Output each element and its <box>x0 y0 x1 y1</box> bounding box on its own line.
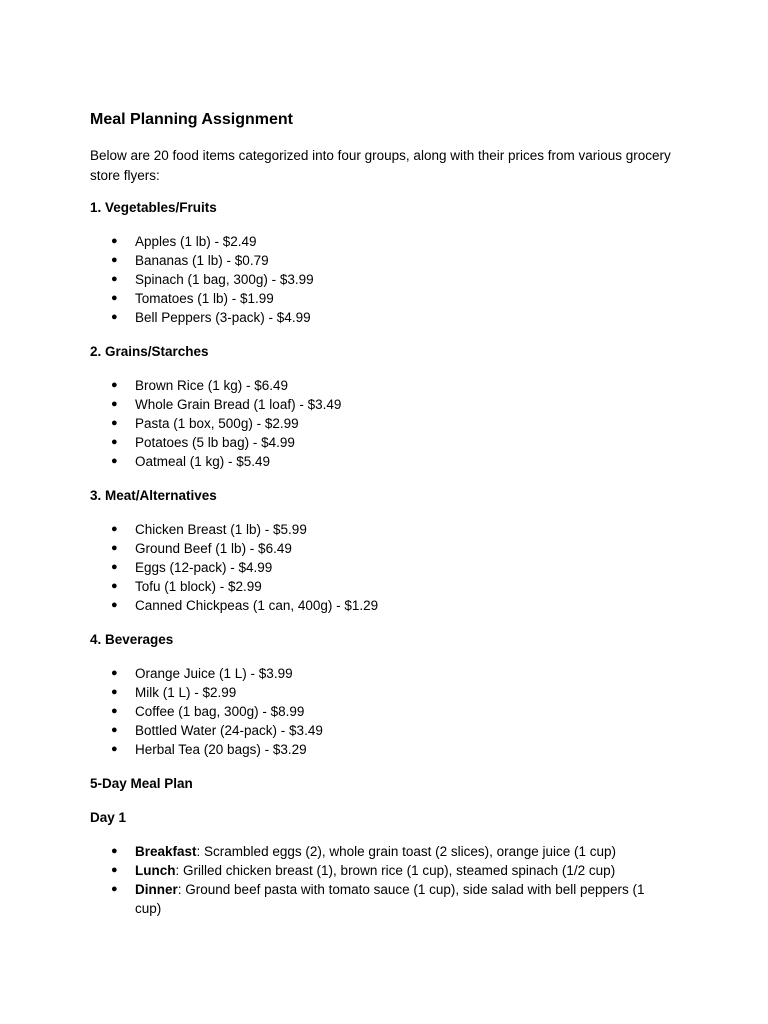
group-heading-grains-starches: 2. Grains/Starches <box>90 344 209 359</box>
list-item <box>90 520 690 539</box>
item-text: Eggs (12-pack) - $4.99 <box>135 560 273 575</box>
item-text: Ground Beef (1 lb) - $6.49 <box>135 541 292 556</box>
item-text: Canned Chickpeas (1 can, 400g) - $1.29 <box>135 598 379 613</box>
bullet-icon: ● <box>111 561 118 573</box>
item-text: Milk (1 L) - $2.99 <box>135 685 237 700</box>
bullet-icon: ● <box>111 542 118 554</box>
group-heading-beverages: 4. Beverages <box>90 632 174 647</box>
item-text: Herbal Tea (20 bags) - $3.29 <box>135 742 307 757</box>
bullet-icon: ● <box>111 743 118 755</box>
grains-starches-list <box>90 376 690 471</box>
meat-alternatives-list <box>90 520 690 615</box>
bullet-icon: ● <box>111 235 118 247</box>
item-text: Oatmeal (1 kg) - $5.49 <box>135 454 271 469</box>
list-item <box>90 683 690 702</box>
item-text: Chicken Breast (1 lb) - $5.99 <box>135 522 307 537</box>
bullet-icon: ● <box>111 845 118 857</box>
list-item <box>90 539 690 558</box>
meal-description: : Ground beef pasta with tomato sauce (1 cup), side salad with bell peppers (1 cup) <box>135 882 645 916</box>
list-item <box>90 596 690 615</box>
item-text: Pasta (1 box, 500g) - $2.99 <box>135 416 299 431</box>
meal-dinner <box>90 880 660 918</box>
list-item <box>90 702 690 721</box>
bullet-icon: ● <box>111 686 118 698</box>
bullet-icon: ● <box>111 455 118 467</box>
bullet-icon: ● <box>111 417 118 429</box>
bullet-icon: ● <box>111 398 118 410</box>
item-text: Whole Grain Bread (1 loaf) - $3.49 <box>135 397 342 412</box>
list-item <box>90 270 690 289</box>
group-heading-vegetables-fruits: 1. Vegetables/Fruits <box>90 200 217 215</box>
meal-description: : Scrambled eggs (2), whole grain toast (2 slices), orange juice (1 cup) <box>196 844 616 859</box>
intro-paragraph: Below are 20 food items categorized into four groups, along with their prices from various grocery store flyers: <box>90 148 671 183</box>
list-item <box>90 289 690 308</box>
group-heading-meat-alternatives: 3. Meat/Alternatives <box>90 488 217 503</box>
item-text: Orange Juice (1 L) - $3.99 <box>135 666 293 681</box>
bullet-icon: ● <box>111 311 118 323</box>
item-text: Bell Peppers (3-pack) - $4.99 <box>135 310 311 325</box>
item-text: Apples (1 lb) - $2.49 <box>135 234 257 249</box>
list-item <box>90 452 690 471</box>
day-1-heading: Day 1 <box>90 810 127 825</box>
list-item <box>90 558 690 577</box>
document-page <box>90 108 690 918</box>
list-item <box>90 433 690 452</box>
bullet-icon: ● <box>111 379 118 391</box>
bullet-icon: ● <box>111 273 118 285</box>
bullet-icon: ● <box>111 523 118 535</box>
meal-label: Breakfast <box>135 844 197 859</box>
item-text: Bottled Water (24-pack) - $3.49 <box>135 723 323 738</box>
meal-lunch <box>90 861 660 880</box>
list-item <box>90 308 690 327</box>
bullet-icon: ● <box>111 667 118 679</box>
bullet-icon: ● <box>111 883 118 895</box>
item-text: Brown Rice (1 kg) - $6.49 <box>135 378 289 393</box>
list-item <box>90 740 690 759</box>
bullet-icon: ● <box>111 436 118 448</box>
list-item <box>90 251 690 270</box>
meal-plan-heading: 5-Day Meal Plan <box>90 776 193 791</box>
list-item <box>90 232 690 251</box>
day-1-meals-list <box>90 842 660 918</box>
list-item <box>90 376 690 395</box>
bullet-icon: ● <box>111 864 118 876</box>
meal-label: Dinner <box>135 882 178 897</box>
list-item <box>90 395 690 414</box>
beverages-list <box>90 664 690 759</box>
bullet-icon: ● <box>111 705 118 717</box>
bullet-icon: ● <box>111 292 118 304</box>
document-title: Meal Planning Assignment <box>90 111 293 128</box>
bullet-icon: ● <box>111 254 118 266</box>
bullet-icon: ● <box>111 599 118 611</box>
vegetables-fruits-list <box>90 232 690 327</box>
meal-breakfast <box>90 842 660 861</box>
meal-description: : Grilled chicken breast (1), brown rice (1 cup), steamed spinach (1/2 cup) <box>175 863 616 878</box>
item-text: Coffee (1 bag, 300g) - $8.99 <box>135 704 305 719</box>
list-item <box>90 721 690 740</box>
item-text: Tofu (1 block) - $2.99 <box>135 579 262 594</box>
item-text: Potatoes (5 lb bag) - $4.99 <box>135 435 295 450</box>
item-text: Tomatoes (1 lb) - $1.99 <box>135 291 274 306</box>
list-item <box>90 577 690 596</box>
list-item <box>90 414 690 433</box>
bullet-icon: ● <box>111 724 118 736</box>
item-text: Bananas (1 lb) - $0.79 <box>135 253 269 268</box>
meal-label: Lunch <box>135 863 176 878</box>
item-text: Spinach (1 bag, 300g) - $3.99 <box>135 272 314 287</box>
list-item <box>90 664 690 683</box>
bullet-icon: ● <box>111 580 118 592</box>
